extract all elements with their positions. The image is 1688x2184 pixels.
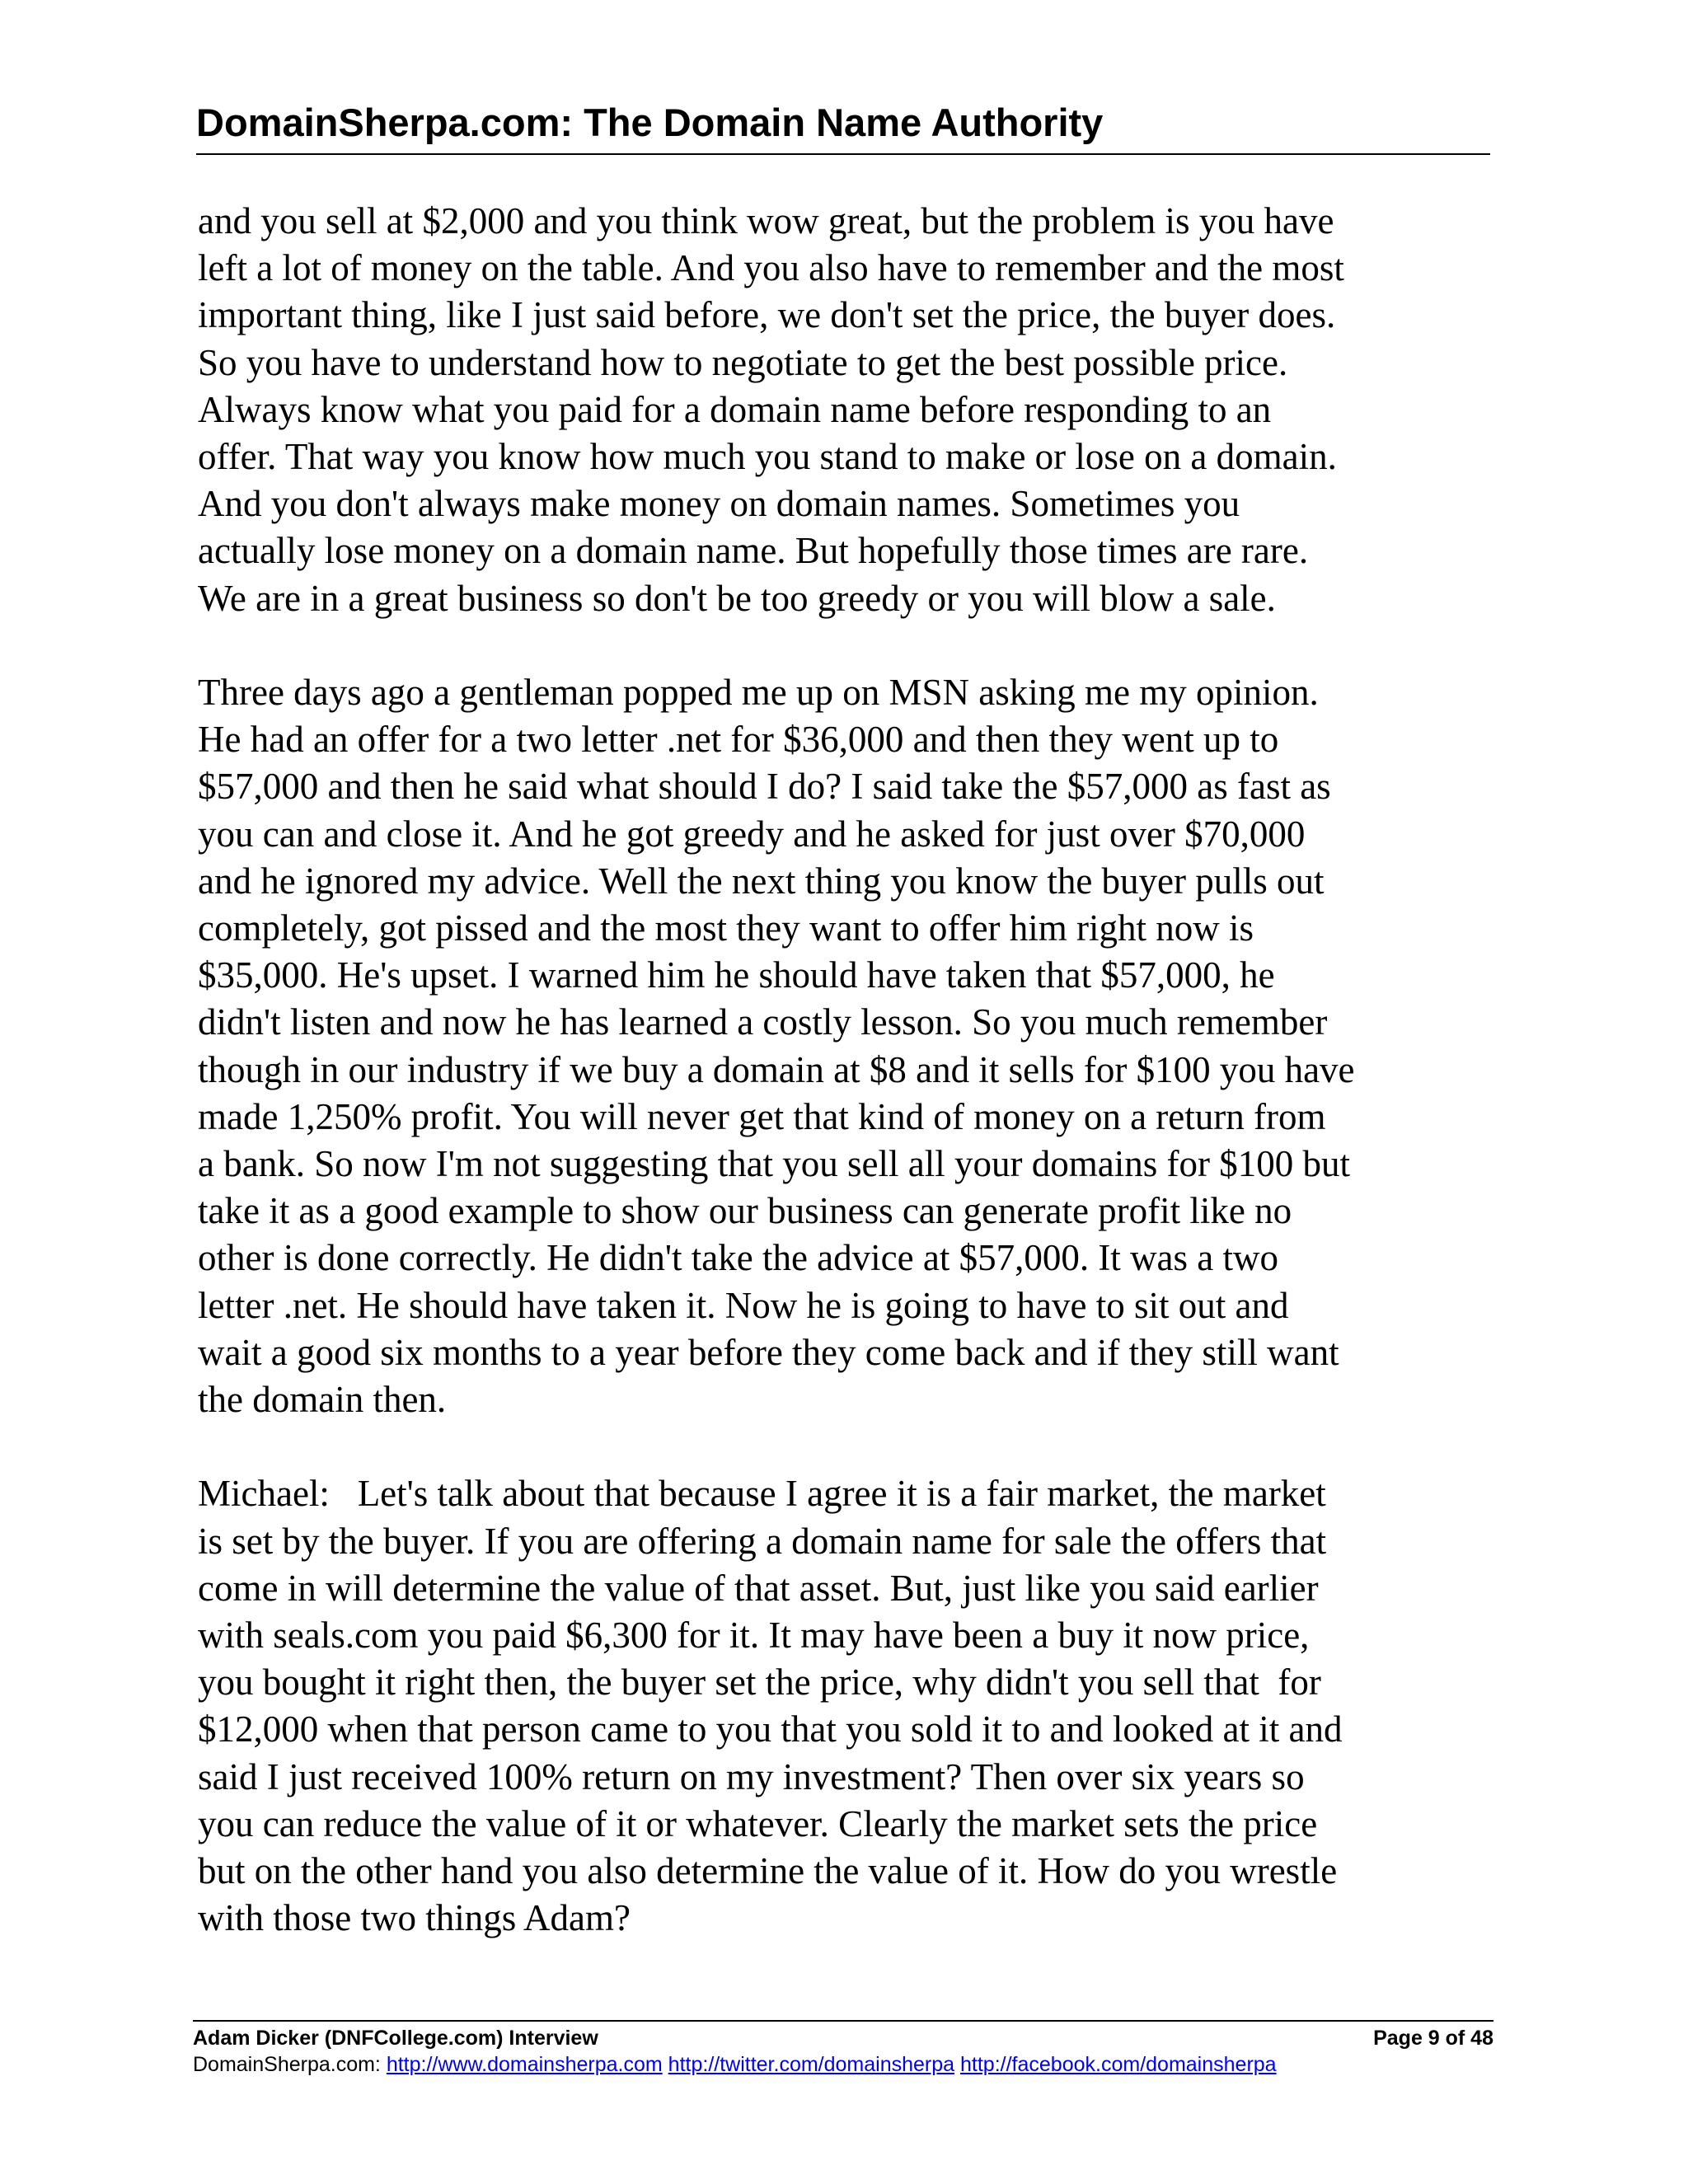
text-line: letter .net. He should have taken it. Now he is going to have to sit out and <box>198 1284 1289 1326</box>
text-line: $35,000. He's upset. I warned him he should have taken that $57,000, he <box>198 954 1275 996</box>
text-line: said I just received 100% return on my investment? Then over six years so <box>198 1755 1305 1797</box>
text-line: actually lose money on a domain name. But hopefully those times are rare. <box>198 530 1309 572</box>
text-line: the domain then. <box>198 1379 447 1421</box>
text-line: completely, got pissed and the most they want to offer him right now is <box>198 907 1254 949</box>
paragraph <box>198 669 1500 1423</box>
page-header <box>196 97 1490 155</box>
text-line: you can reduce the value of it or whatever. Clearly the market sets the price <box>198 1802 1318 1844</box>
paragraph <box>198 1470 1500 1942</box>
text-line: you bought it right then, the buyer set the price, why didn't you sell that for <box>198 1661 1321 1704</box>
text-line: other is done correctly. He didn't take the advice at $57,000. It was a two <box>198 1237 1279 1279</box>
text-line: Michael: Let's talk about that because I agree it is a fair market, the market <box>198 1473 1326 1515</box>
text-line: So you have to understand how to negotiate to get the best possible price. <box>198 341 1288 383</box>
text-line: Three days ago a gentleman popped me up on MSN asking me my opinion. <box>198 672 1319 714</box>
text-line: though in our industry if we buy a domain at $8 and it sells for $100 you have <box>198 1048 1355 1090</box>
interview-title: Adam Dicker (DNFCollege.com) Interview <box>193 2027 598 2050</box>
text-line: offer. That way you know how much you stand to make or lose on a domain. <box>198 436 1337 478</box>
facebook-link[interactable]: http://facebook.com/domainsherpa <box>960 2053 1277 2076</box>
text-line: $12,000 when that person came to you that you sold it to and looked at it and <box>198 1708 1343 1750</box>
text-line: left a lot of money on the table. And you also have to remember and the most <box>198 247 1344 289</box>
paragraph <box>198 198 1500 622</box>
text-line: a bank. So now I'm not suggesting that you sell all your domains for $100 but <box>198 1143 1350 1185</box>
text-line: $57,000 and then he said what should I do? I said take the $57,000 as fast as <box>198 766 1331 808</box>
text-line: and he ignored my advice. Well the next thing you know the buyer pulls out <box>198 860 1325 902</box>
document-body <box>198 198 1500 1990</box>
text-line: you can and close it. And he got greedy and he asked for just over $70,000 <box>198 813 1306 855</box>
text-line: didn't listen and now he has learned a costly lesson. So you much remember <box>198 1001 1328 1043</box>
text-line: with seals.com you paid $6,300 for it. It may have been a buy it now price, <box>198 1615 1310 1657</box>
text-line: come in will determine the value of that asset. But, just like you said earlier <box>198 1567 1319 1609</box>
text-line: He had an offer for a two letter .net for $36,000 and then they went up to <box>198 719 1279 761</box>
domainsherpa-link[interactable]: http://www.domainsherpa.com <box>386 2053 663 2076</box>
text-line: but on the other hand you also determine the value of it. How do you wrestle <box>198 1850 1338 1892</box>
footer-links-row <box>193 2051 1493 2078</box>
site-prefix: DomainSherpa.com: <box>193 2053 387 2076</box>
page-footer <box>193 2020 1493 2078</box>
text-line: with those two things Adam? <box>198 1897 631 1939</box>
text-line: important thing, like I just said before, we don't set the price, the buyer does. <box>198 294 1336 336</box>
text-line: We are in a great business so don't be too greedy or you will blow a sale. <box>198 577 1276 619</box>
text-line: wait a good six months to a year before they come back and if they still want <box>198 1331 1339 1373</box>
text-line: is set by the buyer. If you are offering a domain name for sale the offers that <box>198 1520 1327 1562</box>
footer-row <box>193 2025 1493 2051</box>
text-line: made 1,250% profit. You will never get that kind of money on a return from <box>198 1095 1326 1137</box>
header-title: DomainSherpa.com: The Domain Name Authority <box>196 101 1104 144</box>
page-number: Page 9 of 48 <box>1373 2027 1493 2050</box>
text-line: And you don't always make money on domain names. Sometimes you <box>198 483 1240 525</box>
text-line: take it as a good example to show our business can generate profit like no <box>198 1190 1292 1232</box>
text-line: and you sell at $2,000 and you think wow great, but the problem is you have <box>198 200 1334 241</box>
text-line: Always know what you paid for a domain name before responding to an <box>198 388 1272 430</box>
twitter-link[interactable]: http://twitter.com/domainsherpa <box>668 2053 955 2076</box>
